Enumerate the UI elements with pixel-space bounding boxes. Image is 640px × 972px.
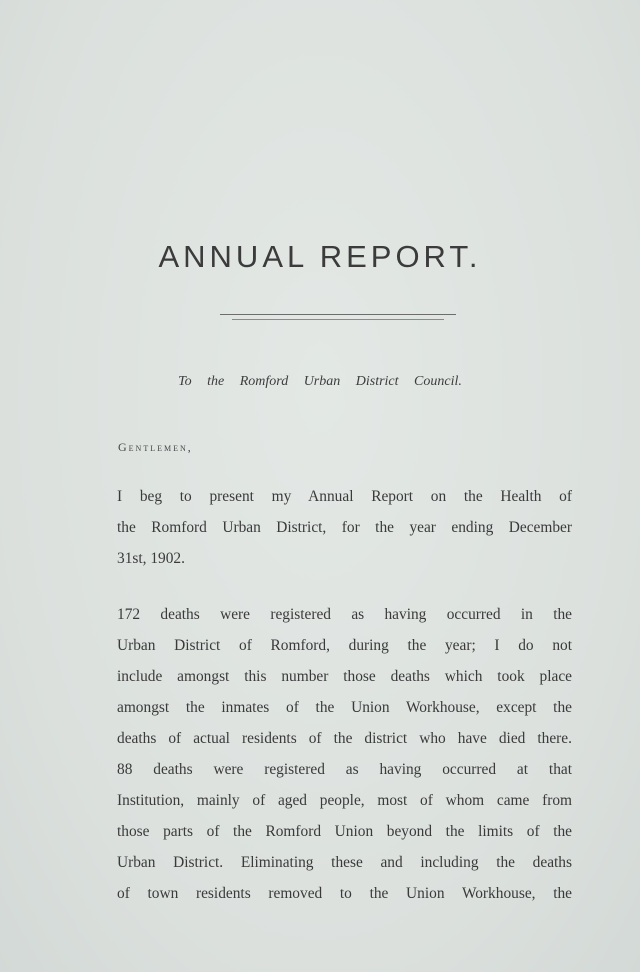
paragraph-line: Institution, mainly of aged people, most of whom came from xyxy=(117,792,572,809)
report-title: ANNUAL REPORT. xyxy=(158,238,482,274)
paragraph-line: I beg to present my Annual Report on the Health of xyxy=(117,488,572,505)
paragraph-line: the Romford Urban District, for the year ending December xyxy=(117,519,572,536)
paragraph-line: amongst the inmates of the Union Workhouse, except the xyxy=(117,699,572,716)
paragraph-line: those parts of the Romford Union beyond the limits of the xyxy=(117,823,572,840)
paragraph-line: 88 deaths were registered as having occurred at that xyxy=(117,761,572,778)
salutation: Gentlemen, xyxy=(118,440,193,454)
paragraph-intro xyxy=(117,481,572,574)
title-divider-lower xyxy=(232,319,444,320)
paragraph-line: Urban District of Romford, during the year; I do not xyxy=(117,637,572,654)
address-line: To the Romford Urban District Council. xyxy=(178,374,462,389)
paragraph-line: deaths of actual residents of the district who have died there. xyxy=(117,730,572,747)
paragraph-line: 31st, 1902. xyxy=(117,550,185,567)
paragraph-line: 172 deaths were registered as having occurred in the xyxy=(117,606,572,623)
paragraph-line: Urban District. Eliminating these and including the deaths xyxy=(117,854,572,871)
paragraph-line: of town residents removed to the Union Workhouse, the xyxy=(117,885,572,902)
title-divider-upper xyxy=(220,314,456,315)
paragraph-line: include amongst this number those deaths which took place xyxy=(117,668,572,685)
paragraph-deaths xyxy=(117,599,572,909)
